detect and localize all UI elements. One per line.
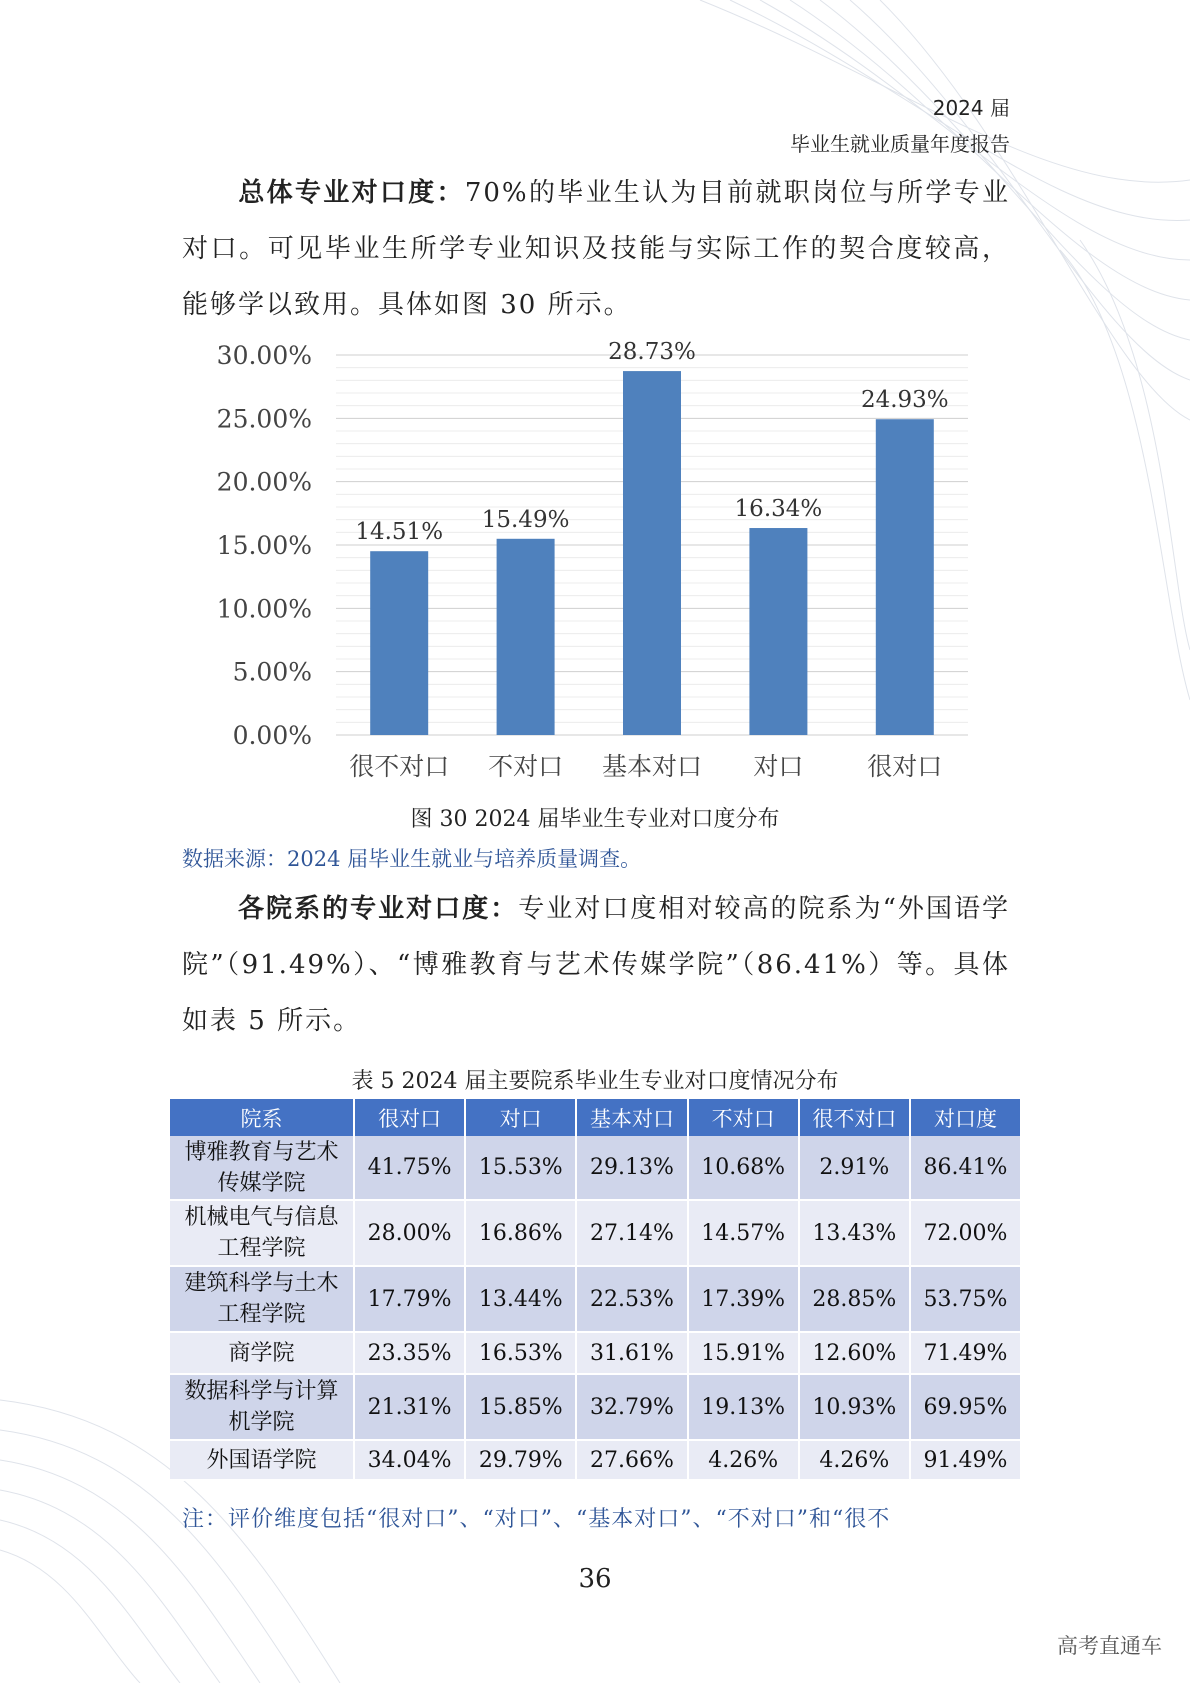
data-label: 14.51% [355,519,444,546]
paragraph-text: 专业对口度相对较高的院系为“外国语学院”（91.49%）、“博雅教育与艺术传媒学院”（86.41%）等。具体如表 5 所示。 [182,894,1010,1036]
table-header-cell: 不对口 [688,1099,799,1136]
paragraph-lead: 总体专业对口度： [238,178,465,208]
table-cell: 72.00% [910,1200,1020,1266]
table-cell: 16.86% [465,1200,576,1266]
table-cell: 29.13% [576,1136,687,1200]
table-cell: 15.91% [688,1332,799,1374]
y-tick-label: 0.00% [232,721,312,750]
table-header-cell: 对口 [465,1099,576,1136]
header-year: 2024 届 [932,96,1010,120]
table-row [170,1440,1020,1480]
table-cell: 14.57% [688,1200,799,1266]
x-axis-labels [349,752,942,781]
table-row [170,1374,1020,1440]
watermark-text: 高考直通车 [1057,1634,1162,1658]
paragraph-text: 70%的毕业生认为目前就职岗位与所学专业对口。可见毕业生所学专业知识及技能与实际工作的契合度较高，能够学以致用。具体如图 30 所示。 [182,178,1010,320]
table-cell: 13.44% [465,1266,576,1332]
y-axis-ticks [217,341,312,750]
table-caption: 表 5 2024 届主要院系毕业生专业对口度情况分布 [351,1069,839,1094]
table-cell: 71.49% [910,1332,1020,1374]
table-cell: 41.75% [354,1136,465,1200]
y-tick-label: 20.00% [216,467,312,497]
table-cell: 69.95% [910,1374,1020,1440]
table-cell: 91.49% [910,1440,1020,1480]
table-cell: 34.04% [354,1440,465,1480]
table-row [170,1266,1020,1332]
table-cell: 4.26% [688,1440,799,1480]
paragraph-overall-match [182,165,1010,333]
data-source: 数据来源：2024 届毕业生就业与培养质量调查。 [182,847,642,871]
table-cell: 10.93% [799,1374,910,1440]
table-cell: 27.14% [576,1200,687,1266]
table-cell-dept: 博雅教育与艺术传媒学院 [170,1136,354,1200]
paragraph-lead: 各院系的专业对口度： [238,894,519,924]
bar [876,419,934,735]
paragraph-dept-match [182,881,1010,1049]
bar-chart [180,325,980,785]
table-cell-dept: 商学院 [170,1332,354,1374]
table-cell: 86.41% [910,1136,1020,1200]
table-cell: 23.35% [354,1332,465,1374]
table-row [170,1332,1020,1374]
table-cell: 17.39% [688,1266,799,1332]
figure-caption: 图 30 2024 届毕业生专业对口度分布 [410,807,780,832]
table-cell: 2.91% [799,1136,910,1200]
table-cell: 27.66% [576,1440,687,1480]
table-row [170,1200,1020,1266]
table-cell: 13.43% [799,1200,910,1266]
dept-match-table [170,1099,1020,1481]
data-label: 15.49% [481,506,570,533]
table-header-cell: 院系 [170,1099,354,1136]
table-cell-dept: 机械电气与信息工程学院 [170,1200,354,1266]
y-tick-label: 30.00% [216,341,312,370]
x-tick-label: 不对口 [488,752,564,781]
table-cell: 19.13% [688,1374,799,1440]
table-header-cell: 很对口 [354,1099,465,1136]
table-cell: 28.85% [799,1266,910,1332]
table-cell: 12.60% [799,1332,910,1374]
bar [370,551,428,735]
x-tick-label: 对口 [753,752,804,781]
table-cell: 32.79% [576,1374,687,1440]
header-title: 毕业生就业质量年度报告 [790,132,1010,156]
chart-bars [370,371,934,735]
table-cell: 10.68% [688,1136,799,1200]
table-cell-dept: 建筑科学与土木工程学院 [170,1266,354,1332]
table-header-cell: 很不对口 [799,1099,910,1136]
table-cell: 4.26% [799,1440,910,1480]
data-label: 28.73% [608,339,696,366]
y-tick-label: 15.00% [216,531,312,560]
table-row [170,1136,1020,1200]
table-note: 注：评价维度包括“很对口”、“对口”、“基本对口”、“不对口”和“很不 [182,1507,891,1532]
bar [497,539,555,735]
x-tick-label: 很不对口 [349,752,450,781]
table-cell: 53.75% [910,1266,1020,1332]
bar [623,371,681,735]
data-label: 24.93% [860,387,949,414]
table-cell: 31.61% [576,1332,687,1374]
page-number: 36 [578,1564,612,1594]
y-tick-label: 5.00% [232,657,312,687]
table-header-cell: 基本对口 [576,1099,687,1136]
table-cell: 17.79% [354,1266,465,1332]
table-cell: 22.53% [576,1266,687,1332]
table-cell-dept: 外国语学院 [170,1440,354,1480]
table-header-row [170,1099,1020,1136]
table-cell-dept: 数据科学与计算机学院 [170,1374,354,1440]
table-cell: 29.79% [465,1440,576,1480]
table-cell: 21.31% [354,1374,465,1440]
table-cell: 15.53% [465,1136,576,1200]
bar [749,528,807,735]
table-header-cell: 对口度 [910,1099,1020,1136]
x-tick-label: 很对口 [867,752,943,781]
x-tick-label: 基本对口 [601,752,703,781]
table-cell: 28.00% [354,1200,465,1266]
y-tick-label: 10.00% [216,594,312,624]
table-cell: 15.85% [465,1374,576,1440]
data-label: 16.34% [734,496,823,523]
table-cell: 16.53% [465,1332,576,1374]
y-tick-label: 25.00% [216,404,312,434]
